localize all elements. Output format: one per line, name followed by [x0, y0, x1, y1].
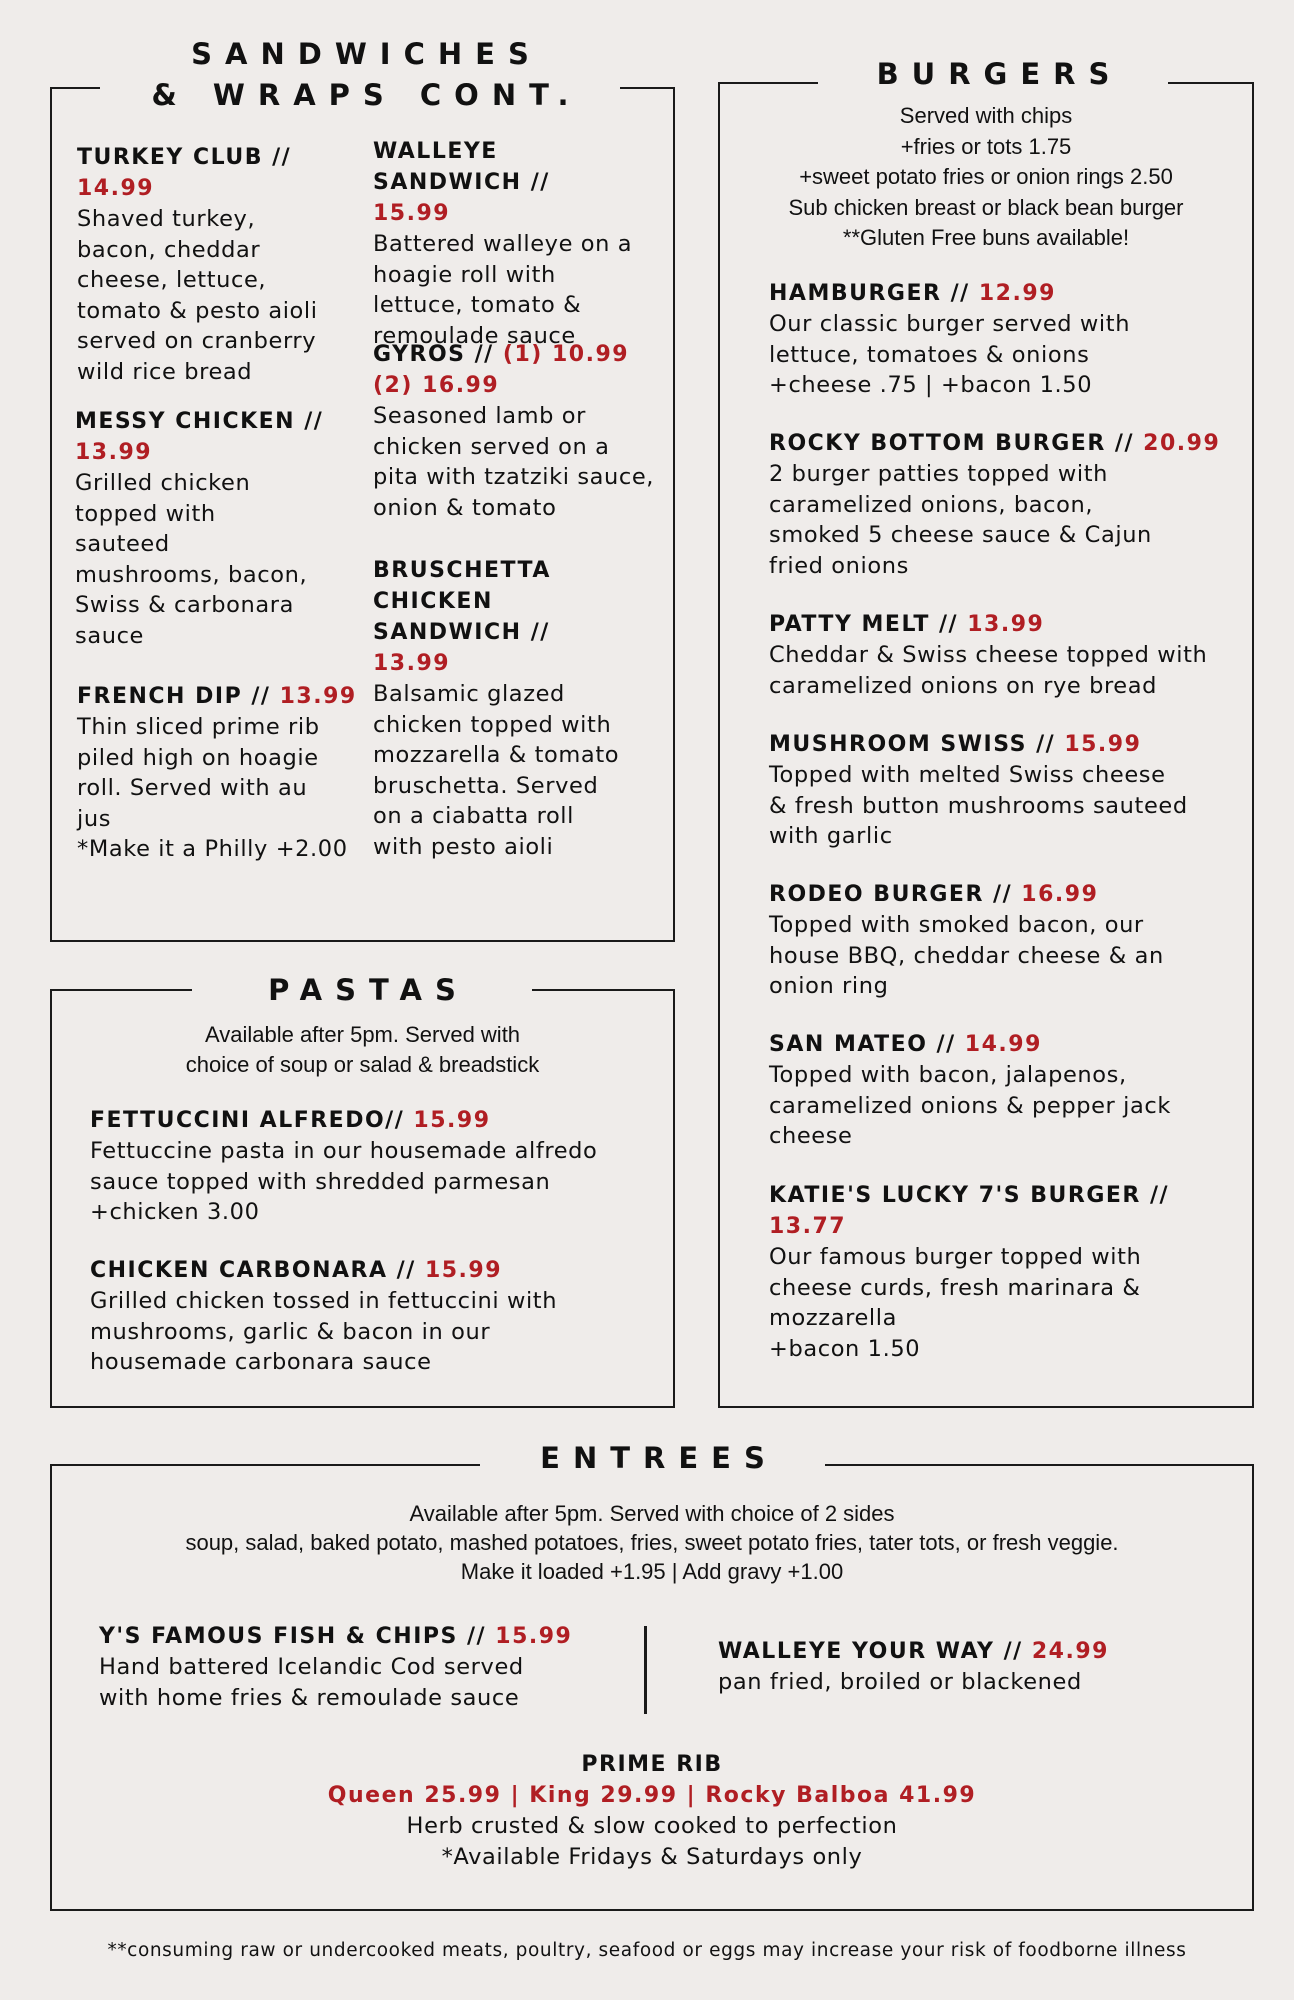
- sandwiches-title-line1: SANDWICHES: [191, 37, 542, 71]
- menu-item-rocky-bottom-burger: [769, 428, 1239, 581]
- item-addon: +bacon 1.50: [769, 1335, 921, 1362]
- item-price: (1) 10.99 (2) 16.99: [373, 342, 630, 398]
- item-description: Thin sliced prime rib piled high on hoagie roll. Served with au jus: [77, 714, 320, 832]
- menu-item-hamburger: [769, 278, 1239, 401]
- burgers-note-line: **Gluten Free buns available!: [842, 225, 1130, 250]
- menu-item-patty-melt: [769, 609, 1239, 701]
- item-description: Shaved turkey, bacon, cheddar cheese, lettuce, tomato & pesto aioli served on cranberry wild rice bread: [77, 206, 318, 385]
- item-name: ROCKY BOTTOM BURGER //: [769, 431, 1134, 456]
- item-name: SAN MATEO //: [769, 1032, 956, 1057]
- item-description: Herb crusted & slow cooked to perfection: [406, 1813, 898, 1839]
- item-description: Hand battered Icelandic Cod served with home fries & remoulade sauce: [99, 1654, 524, 1711]
- pastas-note: [50, 1020, 675, 1080]
- item-price: 15.99: [413, 1108, 491, 1133]
- sandwiches-title-line2: & WRAPS CONT.: [151, 78, 582, 112]
- menu-item-walleye-sandwich: [373, 136, 658, 351]
- pastas-note-line1: Available after 5pm. Served with: [204, 1022, 521, 1047]
- item-description: Topped with bacon, jalapenos, caramelized onions & pepper jack cheese: [769, 1062, 1171, 1150]
- item-description: Battered walleye on a hoagie roll with lettuce, tomato & remoulade sauce: [373, 231, 633, 349]
- item-name: TURKEY CLUB //: [77, 145, 292, 170]
- menu-item-walleye-your-way: [718, 1636, 1218, 1698]
- item-description: Seasoned lamb or chicken served on a pita with tzatziki sauce, onion & tomato: [373, 403, 655, 521]
- item-name: MESSY CHICKEN //: [75, 409, 324, 434]
- item-description: Fettuccine pasta in our housemade alfredo sauce topped with shredded parmesan: [90, 1138, 598, 1195]
- item-name: BRUSCHETTA CHICKEN SANDWICH //: [373, 558, 551, 645]
- item-description: pan fried, broiled or blackened: [718, 1669, 1082, 1695]
- burgers-note-line: +sweet potato fries or onion rings 2.50: [799, 164, 1173, 189]
- item-name: MUSHROOM SWISS //: [769, 732, 1056, 757]
- item-price: 13.99: [279, 684, 357, 709]
- menu-item-messy-chicken: [75, 406, 337, 652]
- item-name: CHICKEN CARBONARA //: [90, 1258, 416, 1283]
- item-description: Cheddar & Swiss cheese topped with caramelized onions on rye bread: [769, 642, 1208, 699]
- item-addon: +cheese .75 | +bacon 1.50: [769, 372, 1093, 399]
- item-price: 15.99: [373, 201, 451, 226]
- item-description: Grilled chicken tossed in fettuccini with mushrooms, garlic & bacon in our housemade carbonara sauce: [90, 1288, 558, 1376]
- menu-item-gyros: [373, 339, 658, 523]
- burgers-note-line: Served with chips: [899, 103, 1073, 128]
- item-name: FETTUCCINI ALFREDO//: [90, 1108, 405, 1133]
- menu-item-fish-and-chips: [99, 1621, 639, 1713]
- item-price: 15.99: [495, 1624, 573, 1649]
- pastas-note-line2: choice of soup or salad & breadstick: [185, 1052, 540, 1077]
- item-addon: +chicken 3.00: [90, 1199, 260, 1226]
- entrees-divider: [644, 1626, 647, 1714]
- entrees-note-line: Available after 5pm. Served with choice of 2 sides: [409, 1501, 895, 1526]
- item-description: Our classic burger served with lettuce, tomatoes & onions: [769, 311, 1131, 368]
- item-name: GYROS //: [373, 342, 494, 367]
- item-name: HAMBURGER //: [769, 281, 970, 306]
- item-price: 15.99: [424, 1258, 503, 1283]
- item-price: 13.99: [373, 651, 451, 676]
- item-price: 12.99: [978, 281, 1056, 306]
- item-name: Y'S FAMOUS FISH & CHIPS //: [99, 1624, 487, 1649]
- menu-item-french-dip: [77, 681, 362, 865]
- item-price: 14.99: [964, 1032, 1042, 1057]
- burgers-title: BURGERS: [818, 54, 1168, 94]
- item-price: Queen 25.99 | King 29.99 | Rocky Balboa 41.99: [327, 1783, 977, 1808]
- menu-item-san-mateo: [769, 1029, 1239, 1152]
- burgers-note-line: +fries or tots 1.75: [900, 133, 1072, 159]
- entrees-note-line: Make it loaded +1.95 | Add gravy +1.00: [460, 1559, 844, 1584]
- menu-item-katies-lucky-7s-burger: [769, 1180, 1239, 1364]
- entrees-note: [50, 1499, 1254, 1586]
- item-price: 13.99: [967, 612, 1045, 637]
- item-price: 16.99: [1021, 882, 1099, 907]
- sandwiches-title: [100, 34, 620, 115]
- item-description: Balsamic glazed chicken topped with mozzarella & tomato bruschetta. Served on a ciabatta roll with pesto aioli: [373, 681, 620, 860]
- food-safety-disclaimer: **consuming raw or undercooked meats, poultry, seafood or eggs may increase your risk of foodborne illness: [107, 1940, 1187, 1961]
- item-description: Our famous burger topped with cheese curds, fresh marinara & mozzarella: [769, 1244, 1142, 1332]
- item-name: RODEO BURGER //: [769, 882, 1013, 907]
- item-availability: *Available Fridays & Saturdays only: [441, 1843, 863, 1870]
- burgers-note: [718, 101, 1254, 254]
- item-addon: *Make it a Philly +2.00: [77, 836, 348, 863]
- item-price: 14.99: [77, 176, 155, 201]
- item-name: FRENCH DIP //: [77, 684, 271, 709]
- menu-item-prime-rib: [50, 1749, 1254, 1872]
- item-price: 15.99: [1064, 732, 1142, 757]
- entrees-title: ENTREES: [480, 1438, 825, 1478]
- menu-item-turkey-club: [77, 142, 339, 388]
- item-name: WALLEYE YOUR WAY //: [718, 1639, 1023, 1664]
- pastas-title: PASTAS: [192, 970, 532, 1010]
- item-description: Topped with smoked bacon, our house BBQ, cheddar cheese & an onion ring: [769, 912, 1164, 1000]
- entrees-note-line: soup, salad, baked potato, mashed potatoes, fries, sweet potato fries, tater tots, or fresh veggie.: [185, 1530, 1119, 1555]
- item-description: Grilled chicken topped with sauteed mushrooms, bacon, Swiss & carbonara sauce: [75, 470, 308, 649]
- item-name: WALLEYE SANDWICH //: [373, 139, 550, 195]
- menu-item-fettuccini-alfredo: [90, 1105, 650, 1228]
- item-description: Topped with melted Swiss cheese & fresh button mushrooms sauteed with garlic: [769, 762, 1188, 850]
- item-name: PATTY MELT //: [769, 612, 959, 637]
- burgers-note-line: Sub chicken breast or black bean burger: [788, 194, 1184, 220]
- item-price: 20.99: [1143, 431, 1221, 456]
- item-name: PRIME RIB: [581, 1752, 723, 1777]
- item-price: 13.77: [769, 1214, 847, 1239]
- item-name: KATIE'S LUCKY 7'S BURGER //: [769, 1183, 1170, 1208]
- menu-item-chicken-carbonara: [90, 1255, 650, 1378]
- item-price: 24.99: [1031, 1639, 1109, 1664]
- menu-item-rodeo-burger: [769, 879, 1239, 1002]
- item-description: 2 burger patties topped with caramelized onions, bacon, smoked 5 cheese sauce & Cajun fried onions: [769, 461, 1152, 579]
- menu-item-bruschetta-chicken: [373, 555, 658, 863]
- item-price: 13.99: [75, 440, 153, 465]
- menu-item-mushroom-swiss: [769, 729, 1239, 852]
